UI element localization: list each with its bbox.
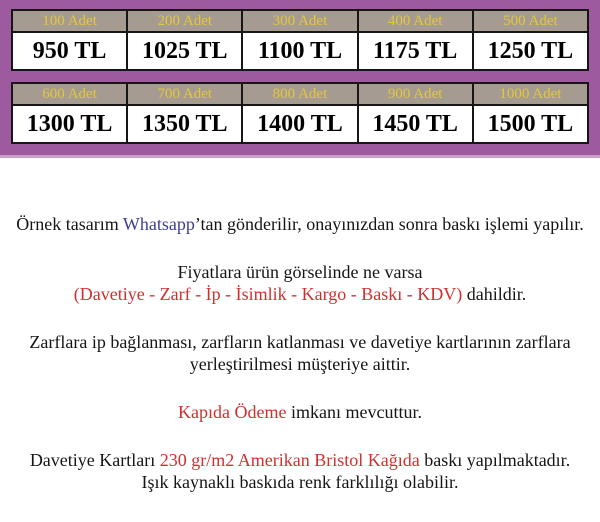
- qty-header-cell: 1000 Adet: [473, 83, 588, 105]
- qty-header-cell: 700 Adet: [127, 83, 242, 105]
- p3-line2: yerleştirilmesi müşteriye aittir.: [189, 354, 411, 374]
- price-cell: 1100 TL: [242, 32, 357, 70]
- p5-post: baskı yapılmaktadır.: [419, 450, 571, 470]
- price-cell: 1300 TL: [12, 105, 127, 143]
- price-value-row: [12, 32, 588, 70]
- p3-line1: Zarflara ip bağlanması, zarfların katlanması ve davetiye kartlarının zarflara: [29, 332, 571, 352]
- price-band: [0, 0, 600, 158]
- quantity-header-row: [12, 83, 588, 105]
- p5-line2: Işık kaynaklı baskıda renk farklılığı olabilir.: [141, 472, 459, 492]
- qty-header-cell: 600 Adet: [12, 83, 127, 105]
- paragraph-customer-responsibility: [0, 331, 600, 375]
- qty-header-cell: 400 Adet: [358, 10, 473, 32]
- price-table-2: [11, 82, 589, 144]
- price-cell: 1450 TL: [358, 105, 473, 143]
- price-cell: 1250 TL: [473, 32, 588, 70]
- price-cell: 1025 TL: [127, 32, 242, 70]
- qty-header-cell: 900 Adet: [358, 83, 473, 105]
- price-cell: 950 TL: [12, 32, 127, 70]
- p1-pre: Örnek tasarım: [16, 214, 123, 234]
- included-items-red: (Davetiye - Zarf - İp - İsimlik - Kargo - Baskı - KDV): [73, 284, 463, 304]
- paragraph-sample-design: [0, 213, 600, 235]
- cash-on-delivery-red: Kapıda Ödeme: [178, 402, 287, 422]
- p5-pre: Davetiye Kartları: [29, 450, 160, 470]
- price-cell: 1175 TL: [358, 32, 473, 70]
- price-cell: 1350 TL: [127, 105, 242, 143]
- quantity-header-row: [12, 10, 588, 32]
- p2-line1: Fiyatlara ürün görselinde ne varsa: [177, 262, 423, 282]
- paragraph-price-includes: [0, 261, 600, 305]
- qty-header-cell: 100 Adet: [12, 10, 127, 32]
- p1-post: ’tan gönderilir, onayınızdan sonra baskı işlemi yapılır.: [194, 214, 584, 234]
- price-value-row: [12, 105, 588, 143]
- price-cell: 1500 TL: [473, 105, 588, 143]
- p2-line2: [0, 283, 600, 305]
- price-table-1: [11, 9, 589, 71]
- paper-spec-red: 230 gr/m2 Amerikan Bristol Kağıda: [159, 450, 420, 470]
- p5-line1: [0, 449, 600, 471]
- p2-post: dahildir.: [462, 284, 527, 304]
- paragraph-paper-info: [0, 449, 600, 493]
- p4-post: imkanı mevcuttur.: [286, 402, 422, 422]
- paragraph-cash-on-delivery: [0, 401, 600, 423]
- qty-header-cell: 500 Adet: [473, 10, 588, 32]
- whatsapp-text: Whatsapp: [122, 214, 195, 234]
- price-cell: 1400 TL: [242, 105, 357, 143]
- qty-header-cell: 200 Adet: [127, 10, 242, 32]
- info-text-section: [0, 158, 600, 493]
- qty-header-cell: 300 Adet: [242, 10, 357, 32]
- qty-header-cell: 800 Adet: [242, 83, 357, 105]
